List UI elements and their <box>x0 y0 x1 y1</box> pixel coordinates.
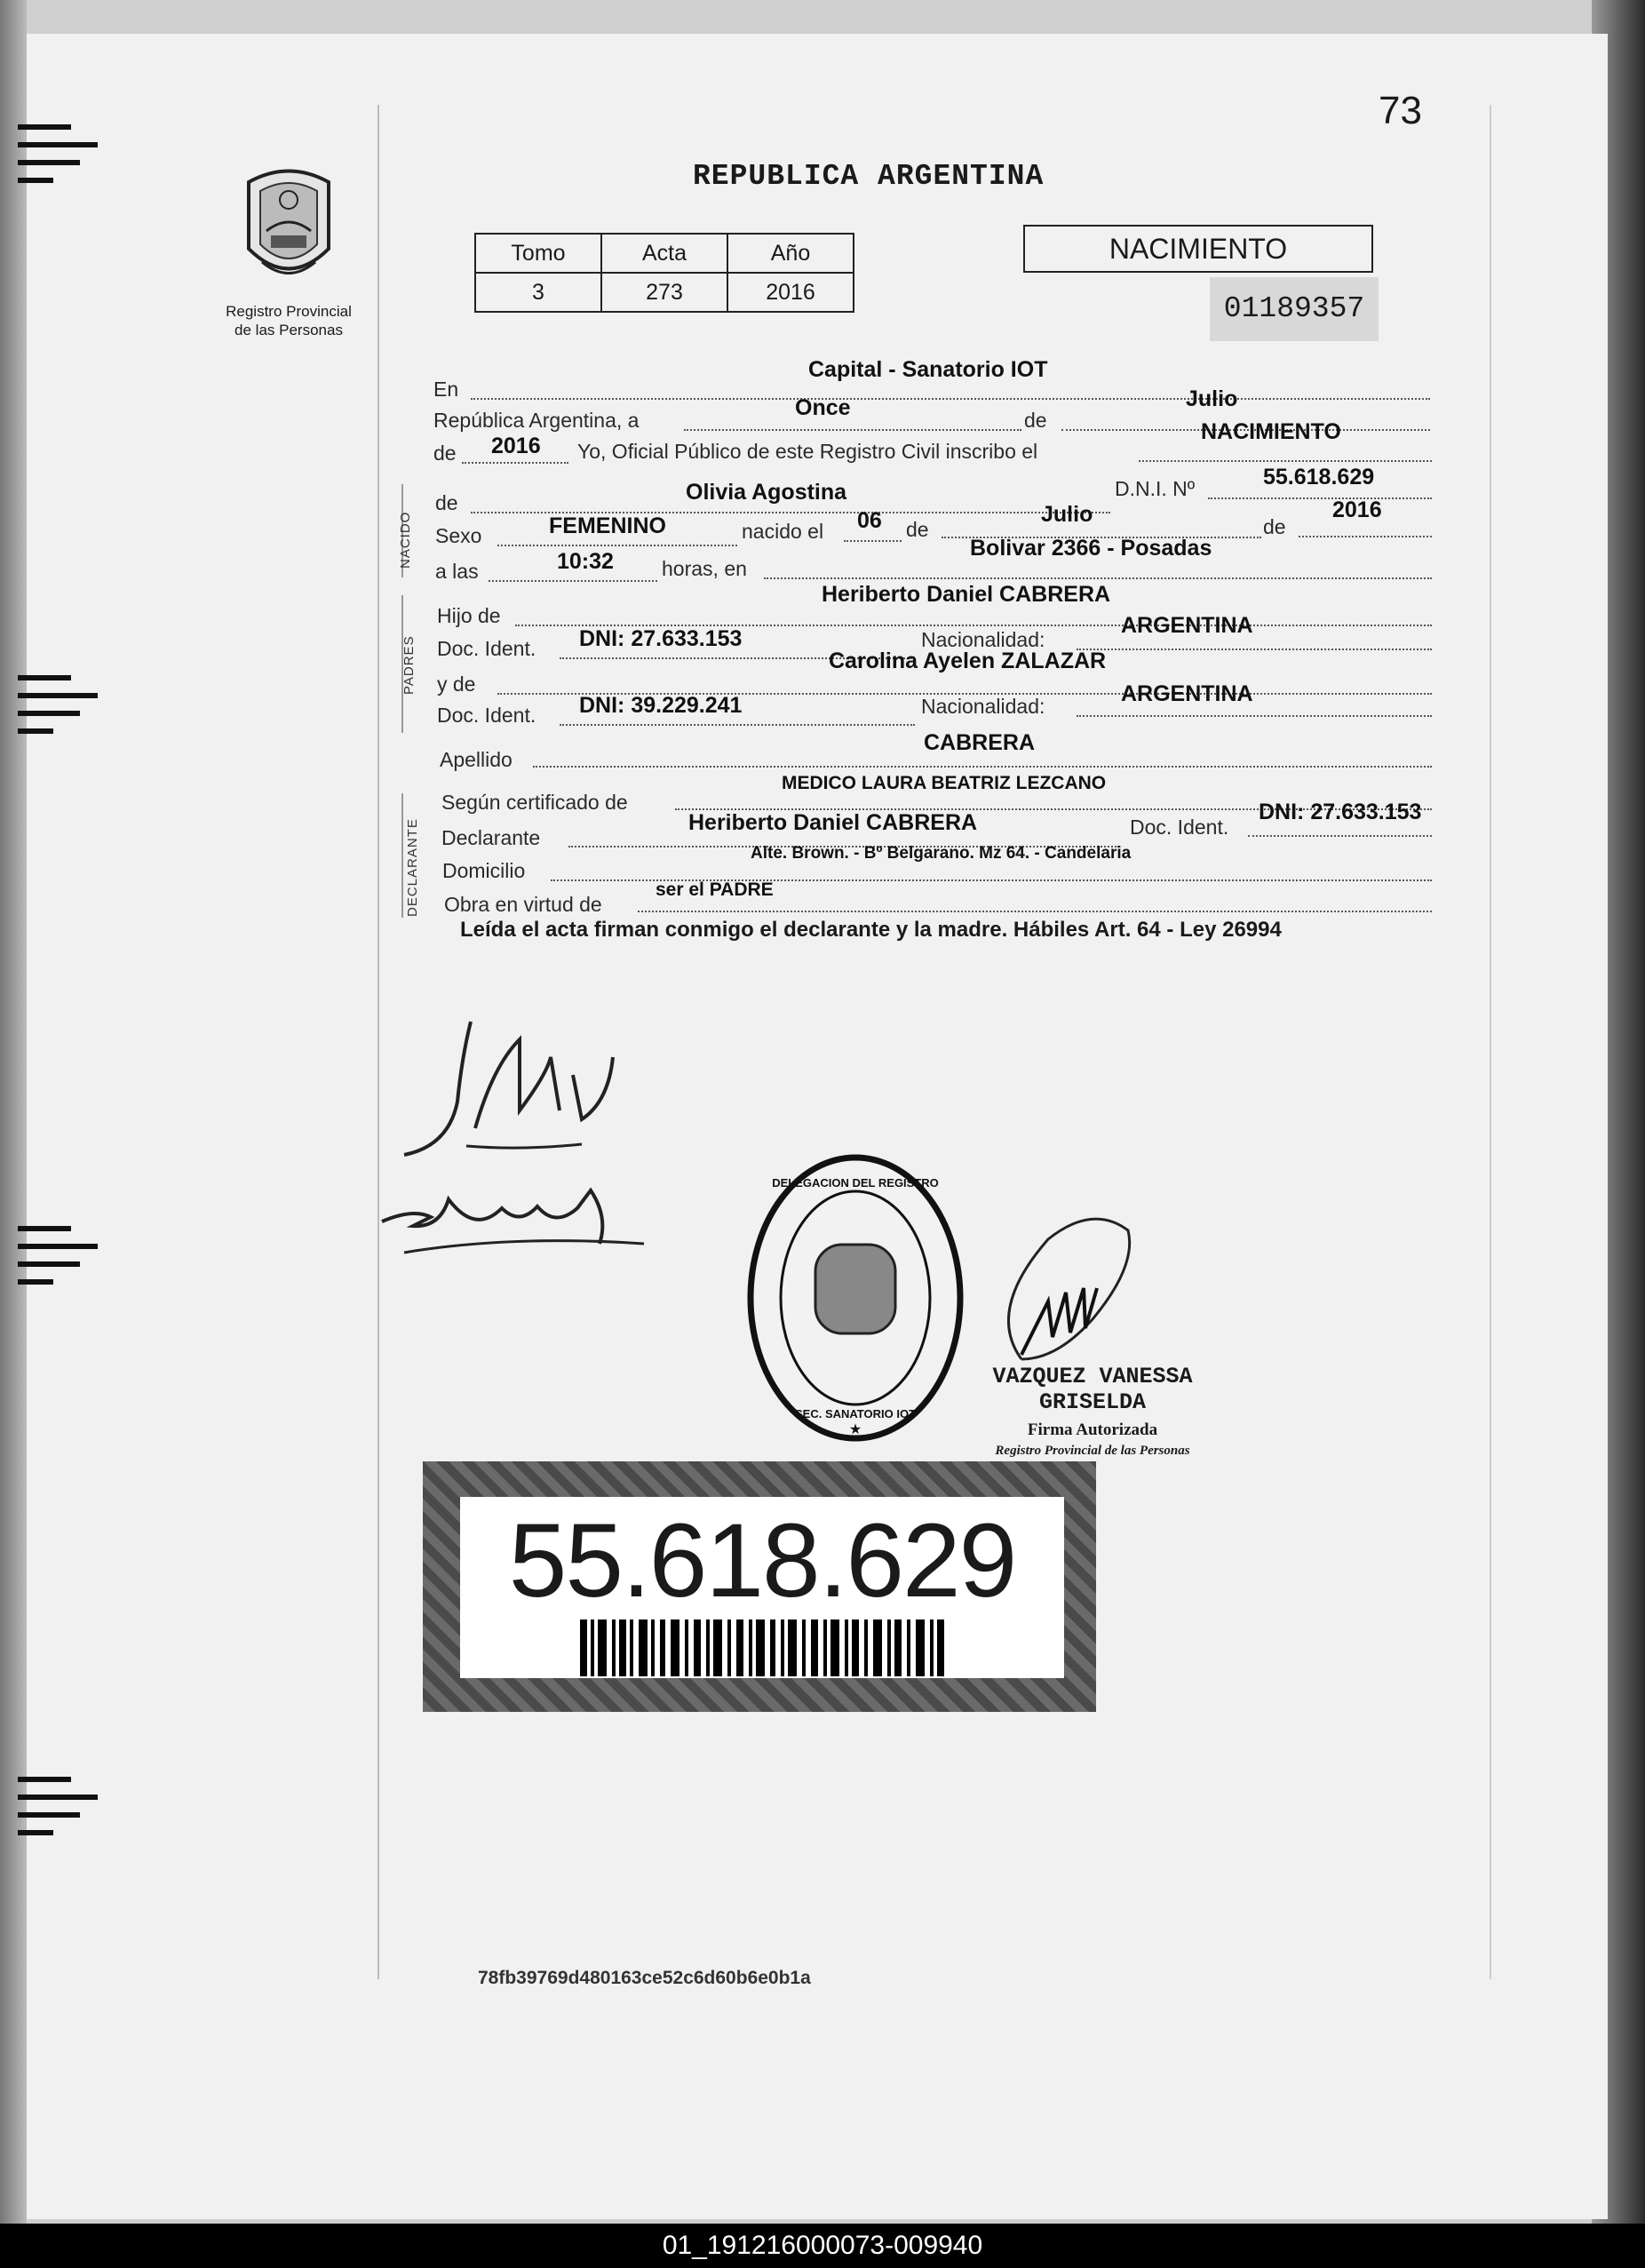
hijo-de-label: Hijo de <box>437 604 501 627</box>
nacionalidad-label-2: Nacionalidad: <box>921 695 1045 718</box>
official-role: Firma Autorizada <box>1027 1420 1158 1439</box>
dotted-line <box>844 540 902 542</box>
dni-label: D.N.I. Nº <box>1115 477 1196 500</box>
dotted-line <box>1248 835 1432 837</box>
obra-value: ser el PADRE <box>656 879 774 900</box>
birth-year: 2016 <box>1332 497 1382 522</box>
de3-label: de <box>435 491 458 514</box>
mother-signature-icon <box>377 1173 671 1270</box>
segun-value: MEDICO LAURA BEATRIZ LEZCANO <box>782 773 1107 793</box>
dni-value: 55.618.629 <box>1263 465 1375 489</box>
segun-label: Según certificado de <box>441 791 628 814</box>
declarante-value: Heriberto Daniel CABRERA <box>688 810 978 835</box>
dni-sticker-inner <box>460 1497 1064 1678</box>
inscribo-value: NACIMIENTO <box>1201 419 1341 444</box>
en-value: Capital - Sanatorio IOT <box>808 357 1048 382</box>
svg-text:SEC. SANATORIO IOT: SEC. SANATORIO IOT <box>794 1407 917 1420</box>
de2-label: de <box>433 442 457 465</box>
dotted-line <box>462 462 568 464</box>
declarante-side-label: DECLARANTE <box>405 818 420 917</box>
month-value: Julio <box>1186 386 1238 411</box>
mother-name: Carolina Ayelen ZALAZAR <box>829 649 1107 673</box>
dotted-line <box>1077 715 1432 717</box>
coat-of-arms-icon <box>235 164 342 298</box>
document-title: REPUBLICA ARGENTINA <box>693 160 1045 193</box>
child-name: Olivia Agostina <box>686 480 847 505</box>
republica-label: República Argentina, a <box>433 409 640 432</box>
file-id-bar: 01_191216000073-009940 <box>0 2224 1645 2268</box>
table-value-ano: 2016 <box>727 273 854 312</box>
sexo-value: FEMENINO <box>549 513 666 538</box>
dotted-line <box>497 545 737 546</box>
birth-month: Julio <box>1041 502 1093 527</box>
dni-sticker <box>423 1461 1096 1712</box>
birth-day: 06 <box>857 508 882 533</box>
table-value-tomo: 3 <box>475 273 601 312</box>
apellido-value: CABRERA <box>924 730 1035 755</box>
official-name: VAZQUEZ VANESSA GRISELDA <box>992 1364 1193 1415</box>
day-value: Once <box>795 395 851 420</box>
table-value-acta: 273 <box>601 273 727 312</box>
act-type-box: NACIMIENTO <box>1023 225 1373 273</box>
binder-mark <box>18 107 142 204</box>
dotted-line <box>1208 497 1432 499</box>
binder-mark <box>18 1208 142 1306</box>
barcode-icon <box>580 1619 944 1676</box>
nacido-side-label: NACIDO <box>398 511 413 569</box>
mother-nationality: ARGENTINA <box>1121 681 1253 706</box>
domicilio-value: Alte. Brown. - Bº Belgarano. Mz 64. - Candelaria <box>751 844 1132 863</box>
domicilio-label: Domicilio <box>442 859 526 882</box>
doc-ident-label-2: Doc. Ident. <box>437 704 536 727</box>
page-number: 73 <box>1379 89 1422 132</box>
dotted-line <box>1299 536 1432 537</box>
de-label: de <box>1024 409 1047 432</box>
table-header-ano: Año <box>727 234 854 273</box>
father-doc: DNI: 27.633.153 <box>579 626 743 651</box>
doc-ident-label-3: Doc. Ident. <box>1130 816 1229 839</box>
declarante-doc: DNI: 27.633.153 <box>1259 800 1422 824</box>
logo-caption-2: de las Personas <box>234 322 343 338</box>
dotted-line <box>489 580 657 582</box>
de4-label: de <box>906 518 929 541</box>
official-registry: Registro Provincial de las Personas <box>995 1444 1190 1458</box>
en-label: En <box>433 378 459 401</box>
y-de-label: y de <box>437 672 476 696</box>
obra-label: Obra en virtud de <box>444 893 602 916</box>
svg-text:★: ★ <box>848 1420 862 1437</box>
oficial-text: Yo, Oficial Público de este Registro Civil inscribo el <box>577 440 1038 463</box>
declarante-label: Declarante <box>441 826 541 849</box>
father-name: Heriberto Daniel CABRERA <box>822 582 1111 607</box>
logo-caption-1: Registro Provincial <box>226 303 352 320</box>
a-las-label: a las <box>435 560 479 583</box>
mother-doc: DNI: 39.229.241 <box>579 693 743 718</box>
declarant-signature-icon <box>395 1004 662 1182</box>
closing-text: Leída el acta firman conmigo el declarante y la madre. Hábiles Art. 64 - Ley 26994 <box>460 918 1282 942</box>
registry-logo <box>200 164 377 339</box>
nacido-el-label: nacido el <box>742 520 824 543</box>
sexo-label: Sexo <box>435 524 482 547</box>
place-value: Bolivar 2366 - Posadas <box>970 536 1212 561</box>
table-header-tomo: Tomo <box>475 234 601 273</box>
horas-en-label: horas, en <box>662 557 747 580</box>
dotted-line <box>471 398 1430 400</box>
dotted-line <box>1139 460 1432 462</box>
dotted-line <box>684 429 1021 431</box>
table-header-acta: Acta <box>601 234 727 273</box>
apellido-label: Apellido <box>440 748 513 771</box>
dotted-line <box>533 766 1432 768</box>
padres-side-label: PADRES <box>401 635 417 695</box>
registry-table <box>474 233 854 313</box>
doc-ident-label: Doc. Ident. <box>437 637 536 660</box>
dotted-line <box>1077 649 1432 650</box>
dotted-line <box>638 911 1432 912</box>
binder-mark <box>18 1759 142 1857</box>
section-divider <box>401 793 403 918</box>
year-value: 2016 <box>491 434 541 458</box>
binder-edge <box>0 0 27 2224</box>
official-signature-icon <box>986 1204 1146 1373</box>
svg-text:DELEGACION DEL REGISTRO: DELEGACION DEL REGISTRO <box>772 1176 939 1190</box>
binder-mark <box>18 657 142 755</box>
father-nationality: ARGENTINA <box>1121 613 1253 638</box>
hour-value: 10:32 <box>557 549 614 574</box>
nacionalidad-label: Nacionalidad: <box>921 628 1045 651</box>
serial-number: 01189357 <box>1210 277 1379 341</box>
de5-label: de <box>1263 515 1286 538</box>
dotted-line <box>764 577 1432 579</box>
document-hash: 78fb39769d480163ce52c6d60b6e0b1a <box>478 1968 811 1988</box>
official-block <box>933 1364 1252 1459</box>
sticker-number: 55.618.629 <box>508 1502 1016 1619</box>
dotted-line <box>560 724 915 726</box>
